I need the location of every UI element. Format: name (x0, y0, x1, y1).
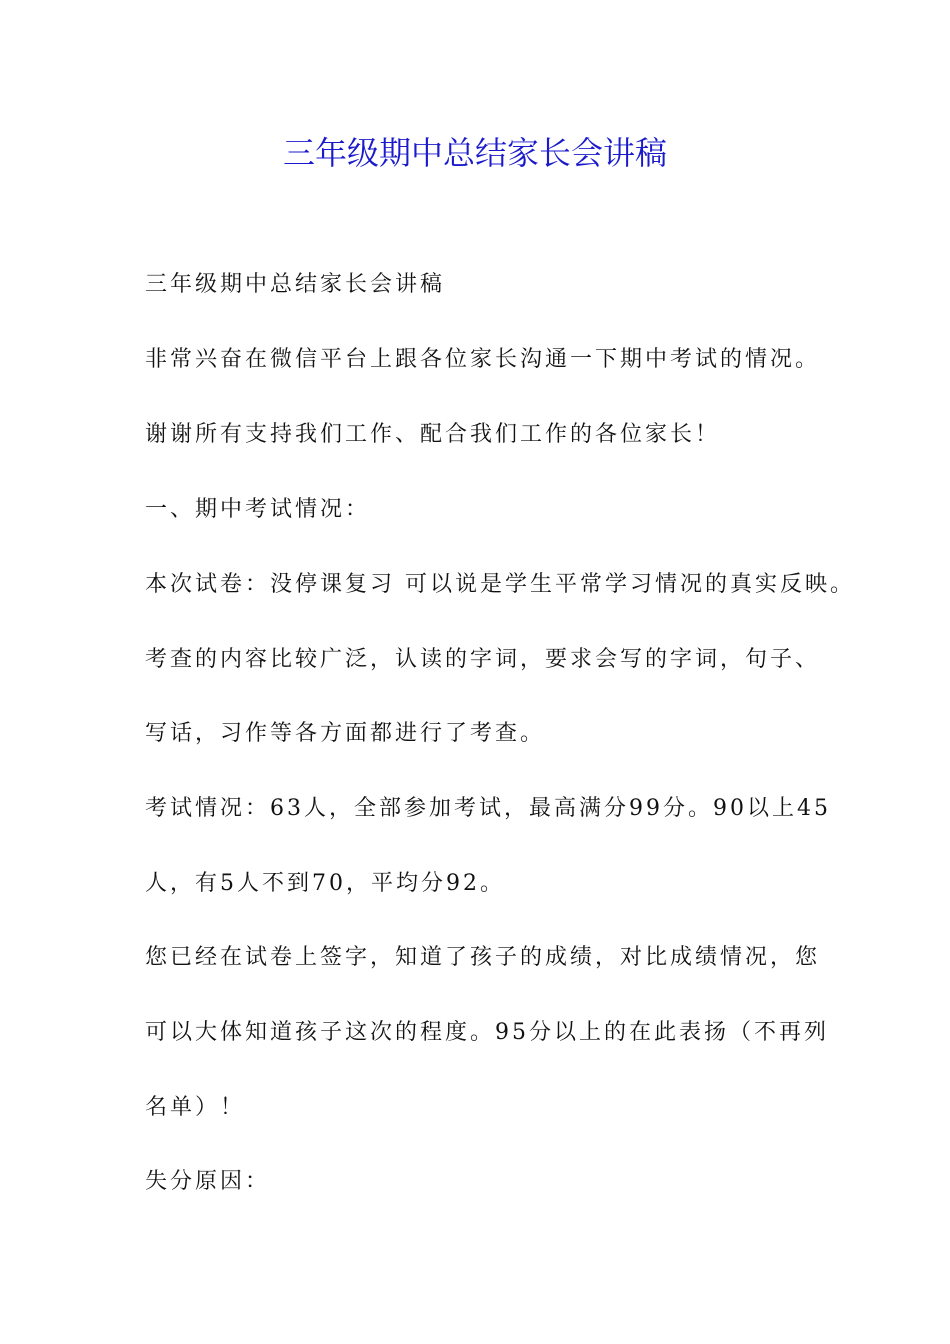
body-line-signature-1: 您已经在试卷上签字，知道了孩子的成绩，对比成绩情况，您 (145, 945, 821, 970)
body-line-content-1: 考查的内容比较广泛，认读的字词，要求会写的字词，句子、 (145, 647, 821, 672)
body-line-exam-paper: 本次试卷：没停课复习 可以说是学生平常学习情况的真实反映。 (145, 572, 855, 597)
section-heading-exam: 一、期中考试情况： (145, 497, 371, 522)
body-line-signature-2: 可以大体知道孩子这次的程度。95分以上的在此表扬（不再列 (145, 1020, 829, 1045)
body-line-results-1: 考试情况：63人，全部参加考试，最高满分99分。90以上45 (145, 796, 831, 821)
body-line-loss-reasons: 失分原因： (145, 1169, 271, 1194)
body-line-results-2: 人，有5人不到70，平均分92。 (145, 871, 505, 896)
body-line-content-2: 写话，习作等各方面都进行了考查。 (145, 721, 546, 746)
body-line-thanks: 谢谢所有支持我们工作、配合我们工作的各位家长！ (145, 422, 721, 447)
body-line-signature-3: 名单）！ (145, 1095, 246, 1120)
document-title: 三年级期中总结家长会讲稿 (282, 134, 667, 172)
body-line-greeting: 非常兴奋在微信平台上跟各位家长沟通一下期中考试的情况。 (145, 347, 821, 372)
body-line-subtitle: 三年级期中总结家长会讲稿 (145, 272, 446, 297)
